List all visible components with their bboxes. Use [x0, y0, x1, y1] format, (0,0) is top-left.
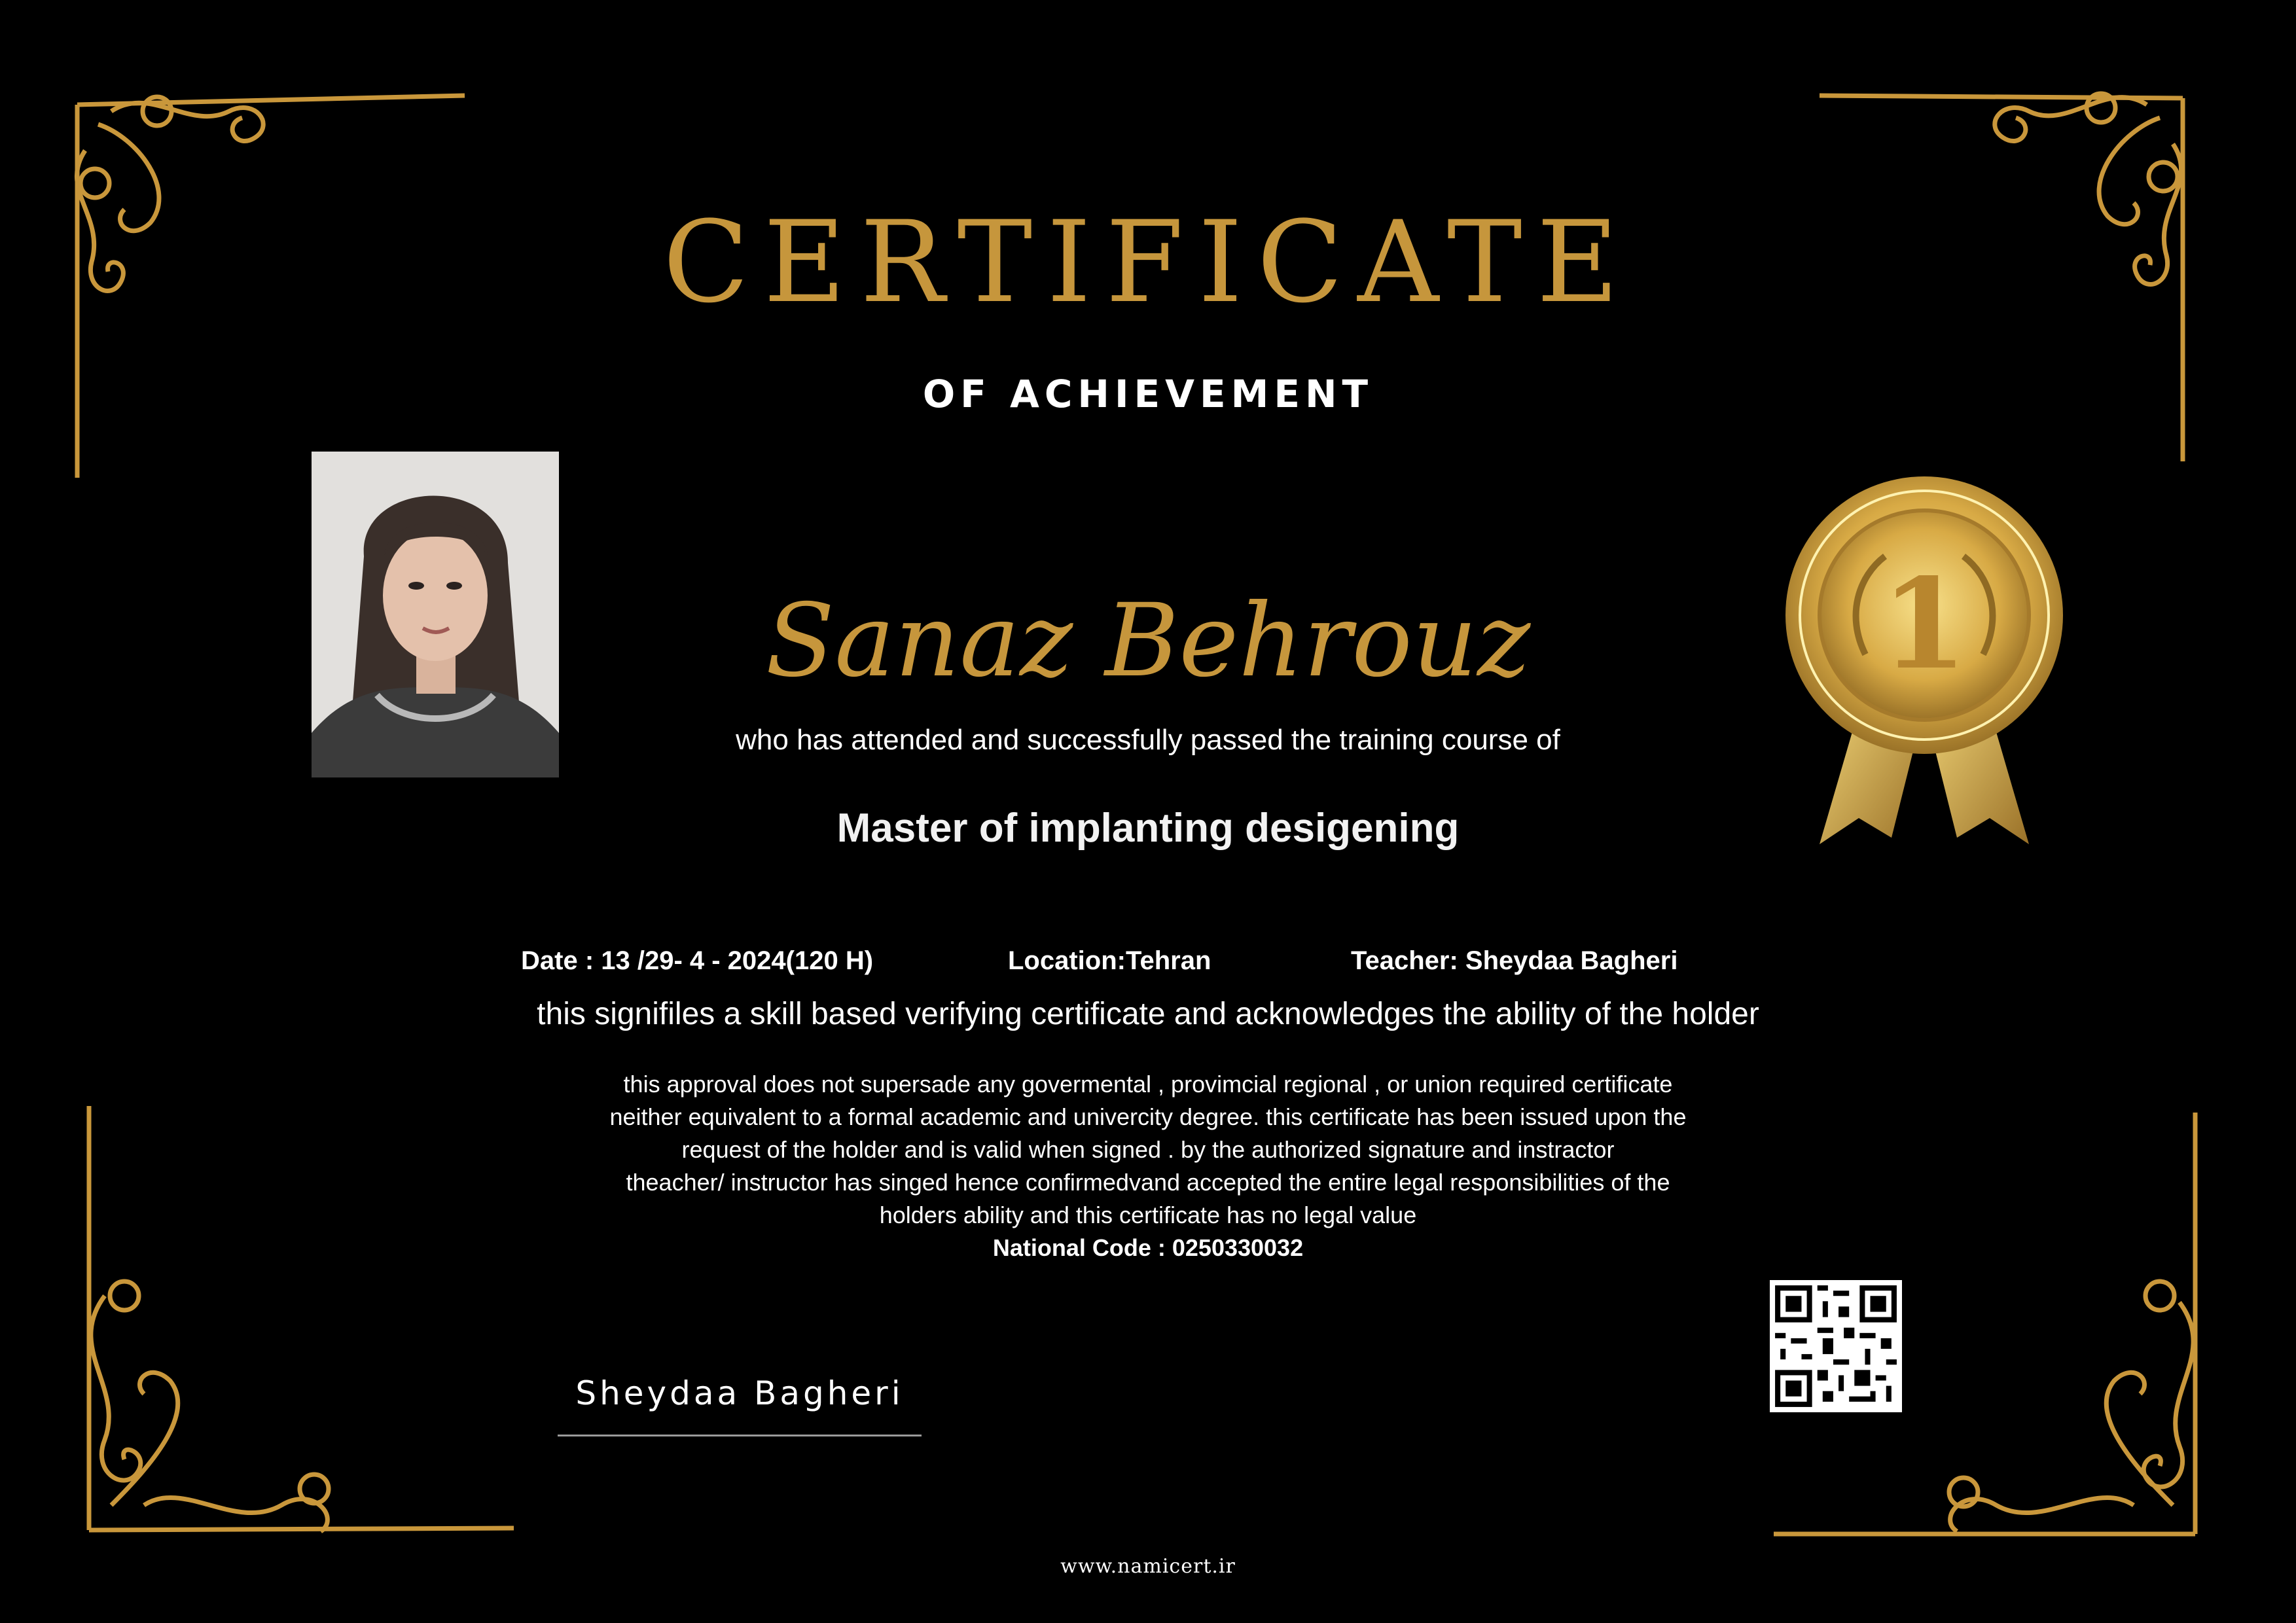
course-teacher — [1351, 946, 1677, 976]
course-date: Date : 13 /29- 4 - 2024(120 H) — [521, 946, 874, 975]
certificate-title: CERTIFICATE — [662, 196, 1634, 328]
course-intro: who has attended and successfully passed the training course of — [736, 724, 1560, 756]
disclaimer-line: request of the holder and is valid when signed . by the authorized signature and instractor — [681, 1136, 1615, 1163]
disclaimer-line: neither equivalent to a formal academic and univercity degree. this certificate has been issued upon the — [609, 1103, 1687, 1130]
national-code: National Code : 0250330032 — [992, 1234, 1304, 1261]
certificate-statement: this signifiles a skill based verifying certificate and acknowledges the ability of the holder — [537, 997, 1759, 1031]
course-name: Master of implanting desigening — [836, 806, 1460, 851]
qr-code-icon — [1770, 1280, 1902, 1412]
teacher-value: Sheydaa Bagheri — [1465, 946, 1678, 975]
legal-disclaimer — [493, 1068, 1803, 1264]
ornament-bottom-left-icon — [65, 1099, 524, 1544]
svg-text:1: 1 — [1880, 551, 1968, 697]
disclaimer-line: theacher/ instructor has singed hence confirmedvand accepted the entire legal responsibilities of the — [626, 1169, 1670, 1196]
location-value: Tehran — [1125, 946, 1211, 975]
recipient-name: Sanaz Behrouz — [765, 582, 1531, 700]
location-label: Location: — [1008, 946, 1126, 975]
certificate-subtitle: OF ACHIEVEMENT — [922, 372, 1374, 416]
signature-line — [558, 1435, 922, 1436]
course-location — [1008, 946, 1211, 976]
disclaimer-line: holders ability and this certificate has no legal value — [879, 1202, 1417, 1228]
teacher-label: Teacher: — [1351, 946, 1458, 975]
disclaimer-line: this approval does not supersade any govermental , provimcial regional , or union required certificate — [623, 1071, 1673, 1097]
signature-name: Sheydaa Bagheri — [575, 1374, 904, 1412]
website-url: www.namicert.ir — [1060, 1555, 1236, 1578]
